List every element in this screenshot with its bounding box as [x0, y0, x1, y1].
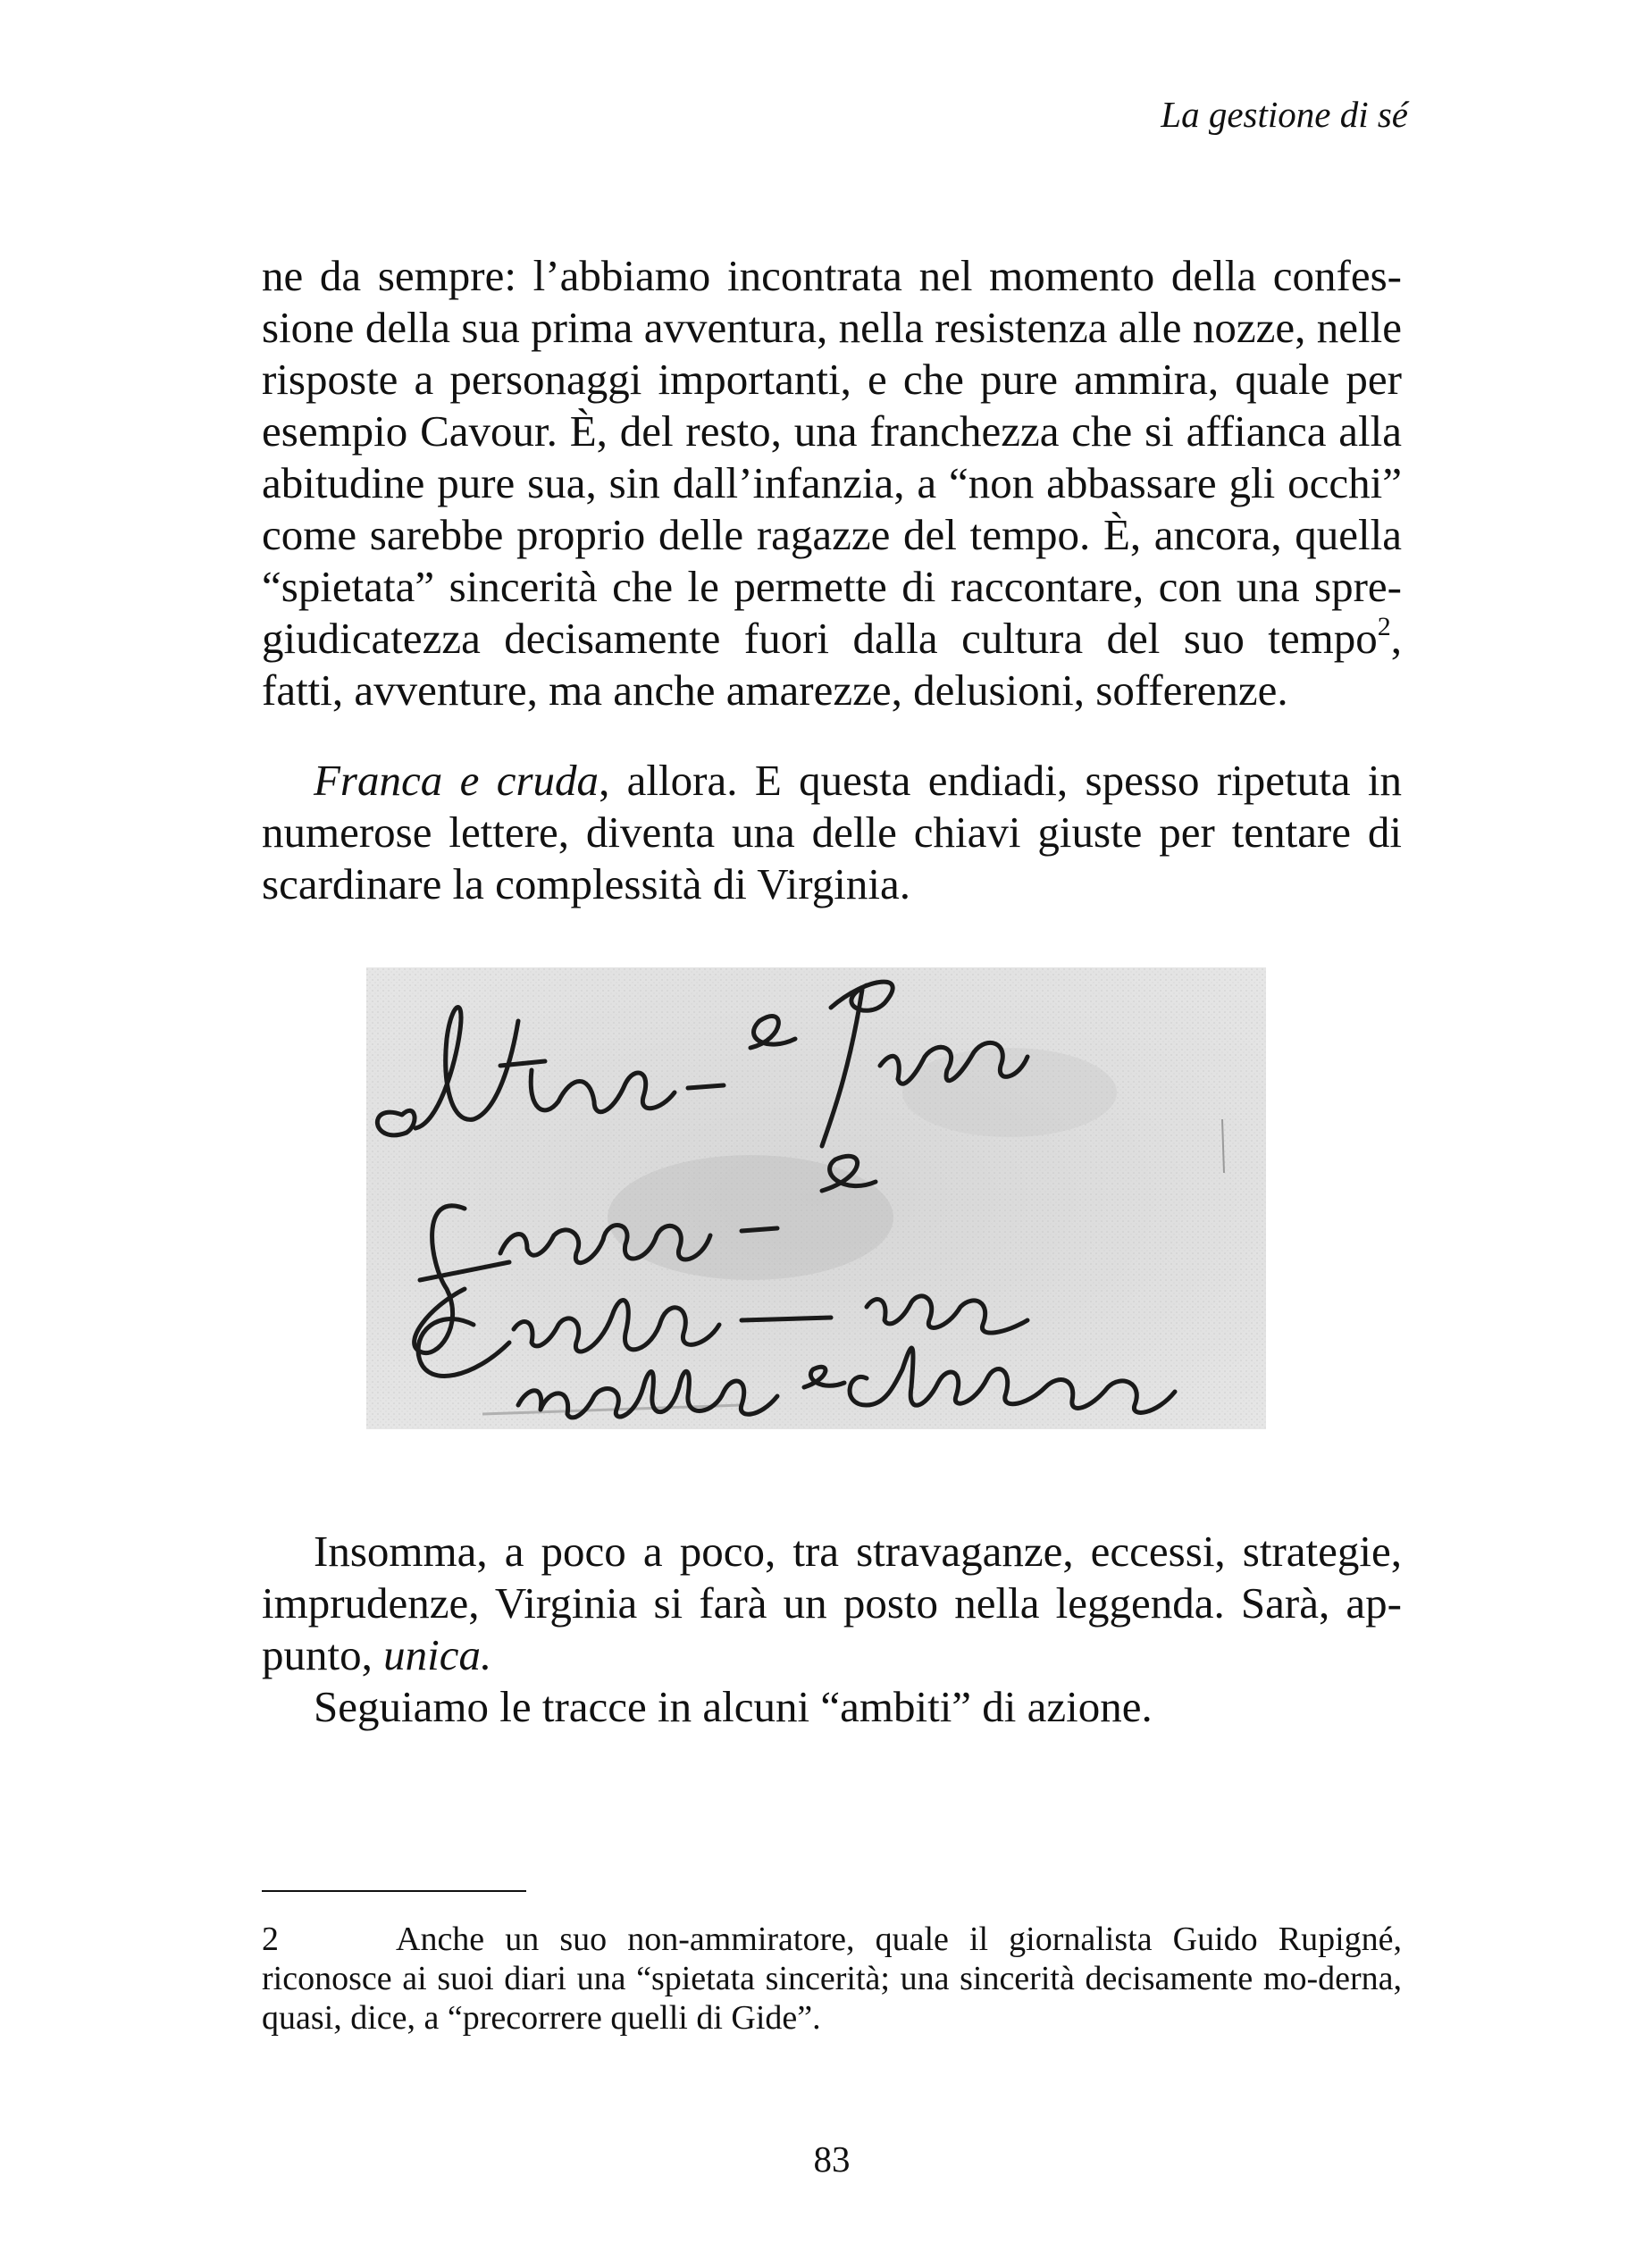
paragraph-2	[262, 755, 1402, 910]
footnote	[262, 1920, 1402, 2038]
footnote-number: 2	[262, 1921, 279, 1958]
paragraph-3-text: Insomma, a poco a poco, tra stravaganze, eccessi, strategie, imprudenze, Virginia si farà un posto nella leggenda. Sarà, ap-punto,	[262, 1527, 1402, 1679]
paragraph-2-italic: Franca e cruda	[314, 756, 600, 805]
paragraph-1-text: ne da sempre: l’abbiamo incontrata nel momento della confes-sione della sua prima avventura, nella resistenza alle nozze, nelle risposte a personaggi importanti, e che pure ammira, quale per esempio Cavour. È, del resto, una franchezza che si affianca alla abitudine pure sua, sin dall’infanzia, a “non abbassare gli occhi” come sarebbe proprio delle ragazze del tempo. È, ancora, quella “spietata” sincerità che le permette di raccontare, con una spre-giudicatezza decisamente fuori dalla cultura del suo tempo	[262, 251, 1402, 663]
paragraph-2-text: , allora. E questa endiadi, spesso ripetuta in numerose lettere, diventa una delle chiavi giuste per tentare di scardinare la complessità di Virginia.	[262, 756, 1402, 908]
paragraph-1-text-after: , fatti, avventure, ma anche amarezze, delusioni, sofferenze.	[262, 614, 1402, 715]
running-header: La gestione di sé	[1161, 94, 1408, 135]
paragraph-4	[262, 1681, 1402, 1733]
footnote-text: Anche un suo non-ammiratore, quale il giornalista Guido Rupigné, riconosce ai suoi diari una “spietata sincerità; una sincerità decisamente mo-derna, quasi, dice, a “precorrere quelli di Gide”.	[262, 1921, 1402, 2037]
paragraph-3-italic: unica.	[383, 1630, 492, 1679]
handwriting-figure	[366, 967, 1266, 1429]
page-number: 83	[813, 2138, 851, 2180]
paragraph-4-text: Seguiamo le tracce in alcuni “ambiti” di azione.	[314, 1682, 1153, 1731]
paragraph-3	[262, 1526, 1402, 1681]
handwriting-image	[366, 967, 1266, 1429]
footnote-divider	[262, 1890, 526, 1892]
footnote-reference[interactable]: 2	[1377, 611, 1391, 641]
paragraph-1	[262, 250, 1402, 716]
